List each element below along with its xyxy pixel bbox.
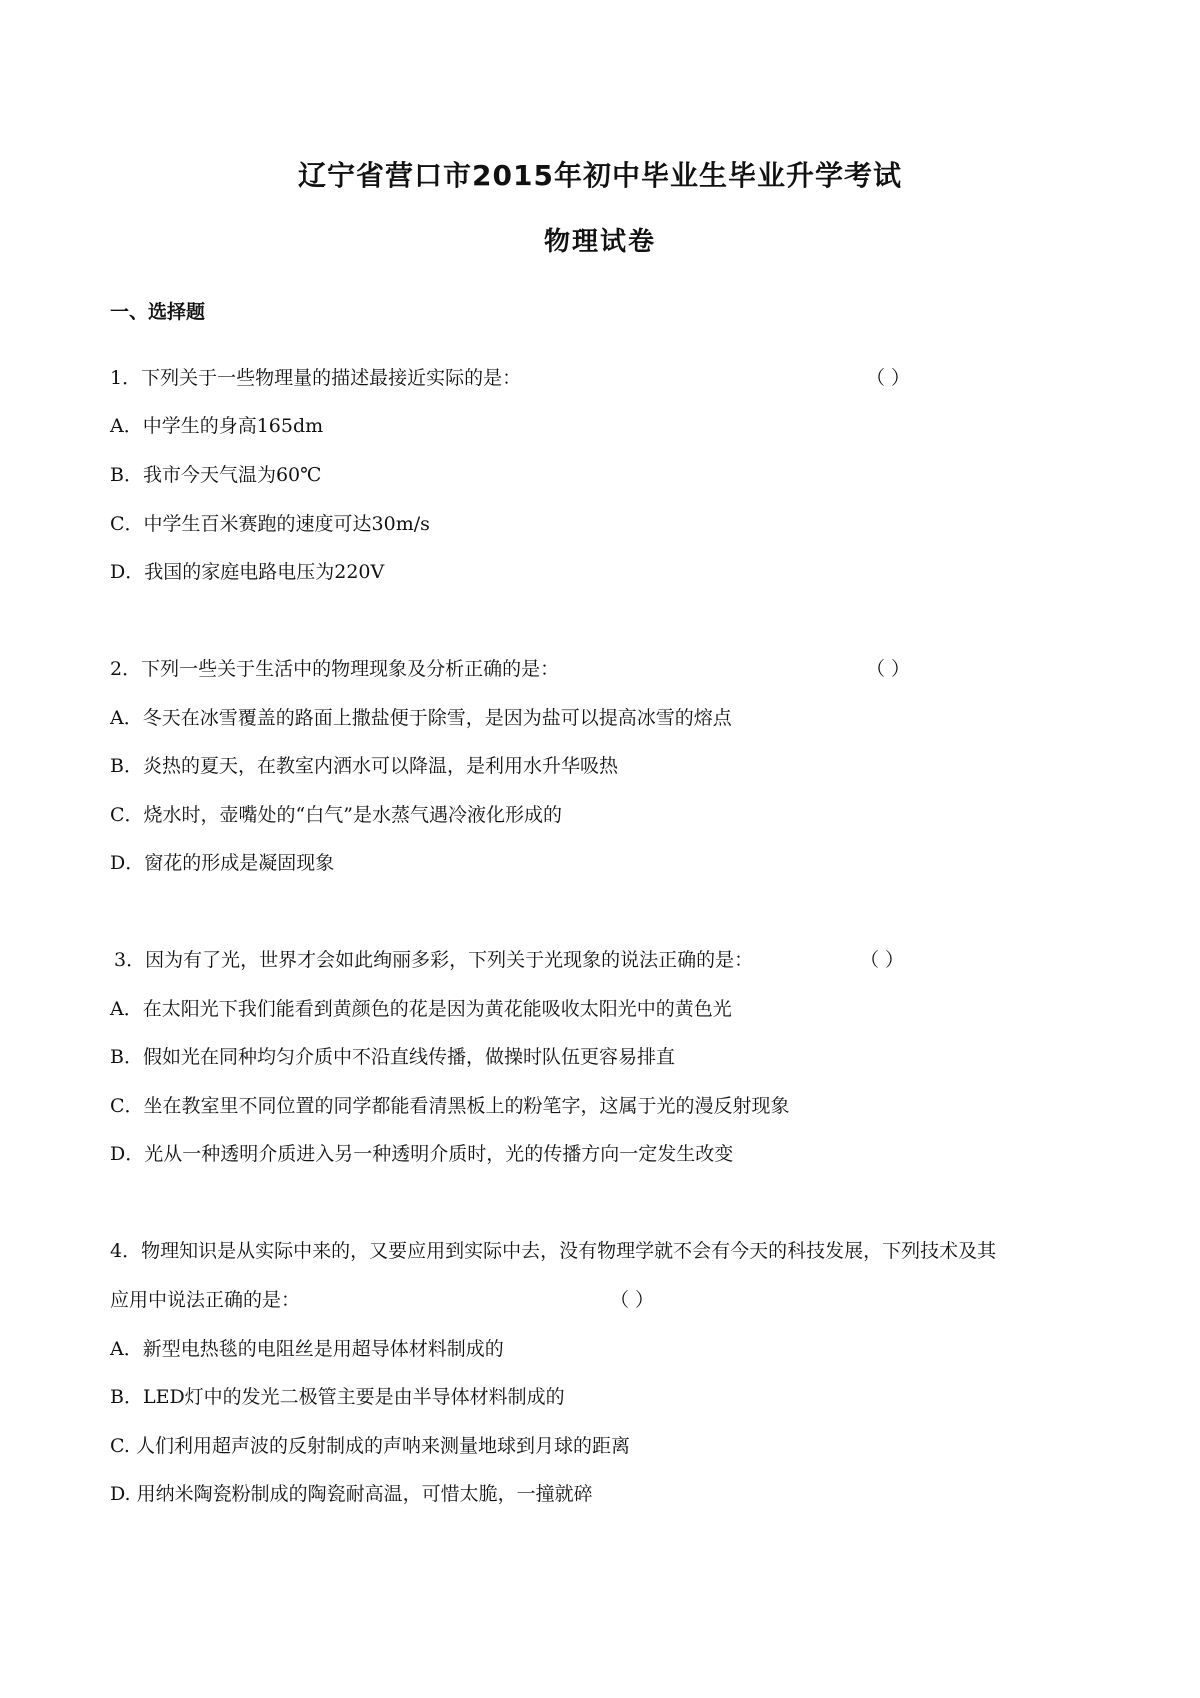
- question-1-option-b: B．我市今天气温为60℃: [110, 464, 322, 486]
- question-2-option-b: B．炎热的夏天，在教室内洒水可以降温，是利用水升华吸热: [110, 755, 618, 777]
- question-2-option-d: D．窗花的形成是凝固现象: [110, 852, 335, 874]
- question-3-option-c: C．坐在教室里不同位置的同学都能看清黑板上的粉笔字，这属于光的漫反射现象: [110, 1095, 790, 1117]
- question-2-answer-paren: （ ）: [866, 658, 911, 680]
- section-heading: 一、选择题: [110, 301, 206, 323]
- exam-title: 辽宁省营口市2015年初中毕业生毕业升学考试: [298, 159, 902, 192]
- question-2-option-a: A．冬天在冰雪覆盖的路面上撒盐便于除雪，是因为盐可以提高冰雪的熔点: [110, 707, 732, 729]
- question-4-option-a: A．新型电热毯的电阻丝是用超导体材料制成的: [110, 1338, 504, 1360]
- question-3-option-a: A．在太阳光下我们能看到黄颜色的花是因为黄花能吸收太阳光中的黄色光: [110, 998, 732, 1020]
- question-2-stem: 2．下列一些关于生活中的物理现象及分析正确的是：: [110, 658, 560, 680]
- question-1-option-d: D．我国的家庭电路电压为220V: [110, 561, 385, 583]
- question-1-option-c: C．中学生百米赛跑的速度可达30m/s: [110, 513, 430, 535]
- question-3-stem: 3．因为有了光，世界才会如此绚丽多彩，下列关于光现象的说法正确的是：: [114, 949, 754, 971]
- question-2-option-c: C．烧水时，壶嘴处的“白气”是水蒸气遇冷液化形成的: [110, 804, 562, 826]
- question-4-option-c: C. 人们利用超声波的反射制成的声呐来测量地球到月球的距离: [110, 1435, 630, 1457]
- question-3-answer-paren: （ ）: [860, 949, 905, 971]
- question-3-option-d: D．光从一种透明介质进入另一种透明介质时，光的传播方向一定发生改变: [110, 1143, 734, 1165]
- question-1-answer-paren: （ ）: [866, 367, 911, 389]
- exam-subtitle: 物理试卷: [543, 227, 656, 257]
- question-4-stem-line-2: 应用中说法正确的是：: [110, 1289, 301, 1311]
- question-4-option-d: D. 用纳米陶瓷粉制成的陶瓷耐高温，可惜太脆，一撞就碎: [110, 1483, 593, 1505]
- question-4-option-b: B．LED灯中的发光二极管主要是由半导体材料制成的: [110, 1386, 565, 1408]
- question-3-option-b: B．假如光在同种均匀介质中不沿直线传播，做操时队伍更容易排直: [110, 1046, 675, 1068]
- question-4-answer-paren: （ ）: [610, 1289, 655, 1311]
- question-4-stem-line-1: 4．物理知识是从实际中来的，又要应用到实际中去，没有物理学就不会有今天的科技发展，下列技术及其: [110, 1240, 997, 1262]
- question-1-stem: 1．下列关于一些物理量的描述最接近实际的是：: [110, 367, 522, 389]
- question-1-option-a: A．中学生的身高165dm: [110, 415, 324, 437]
